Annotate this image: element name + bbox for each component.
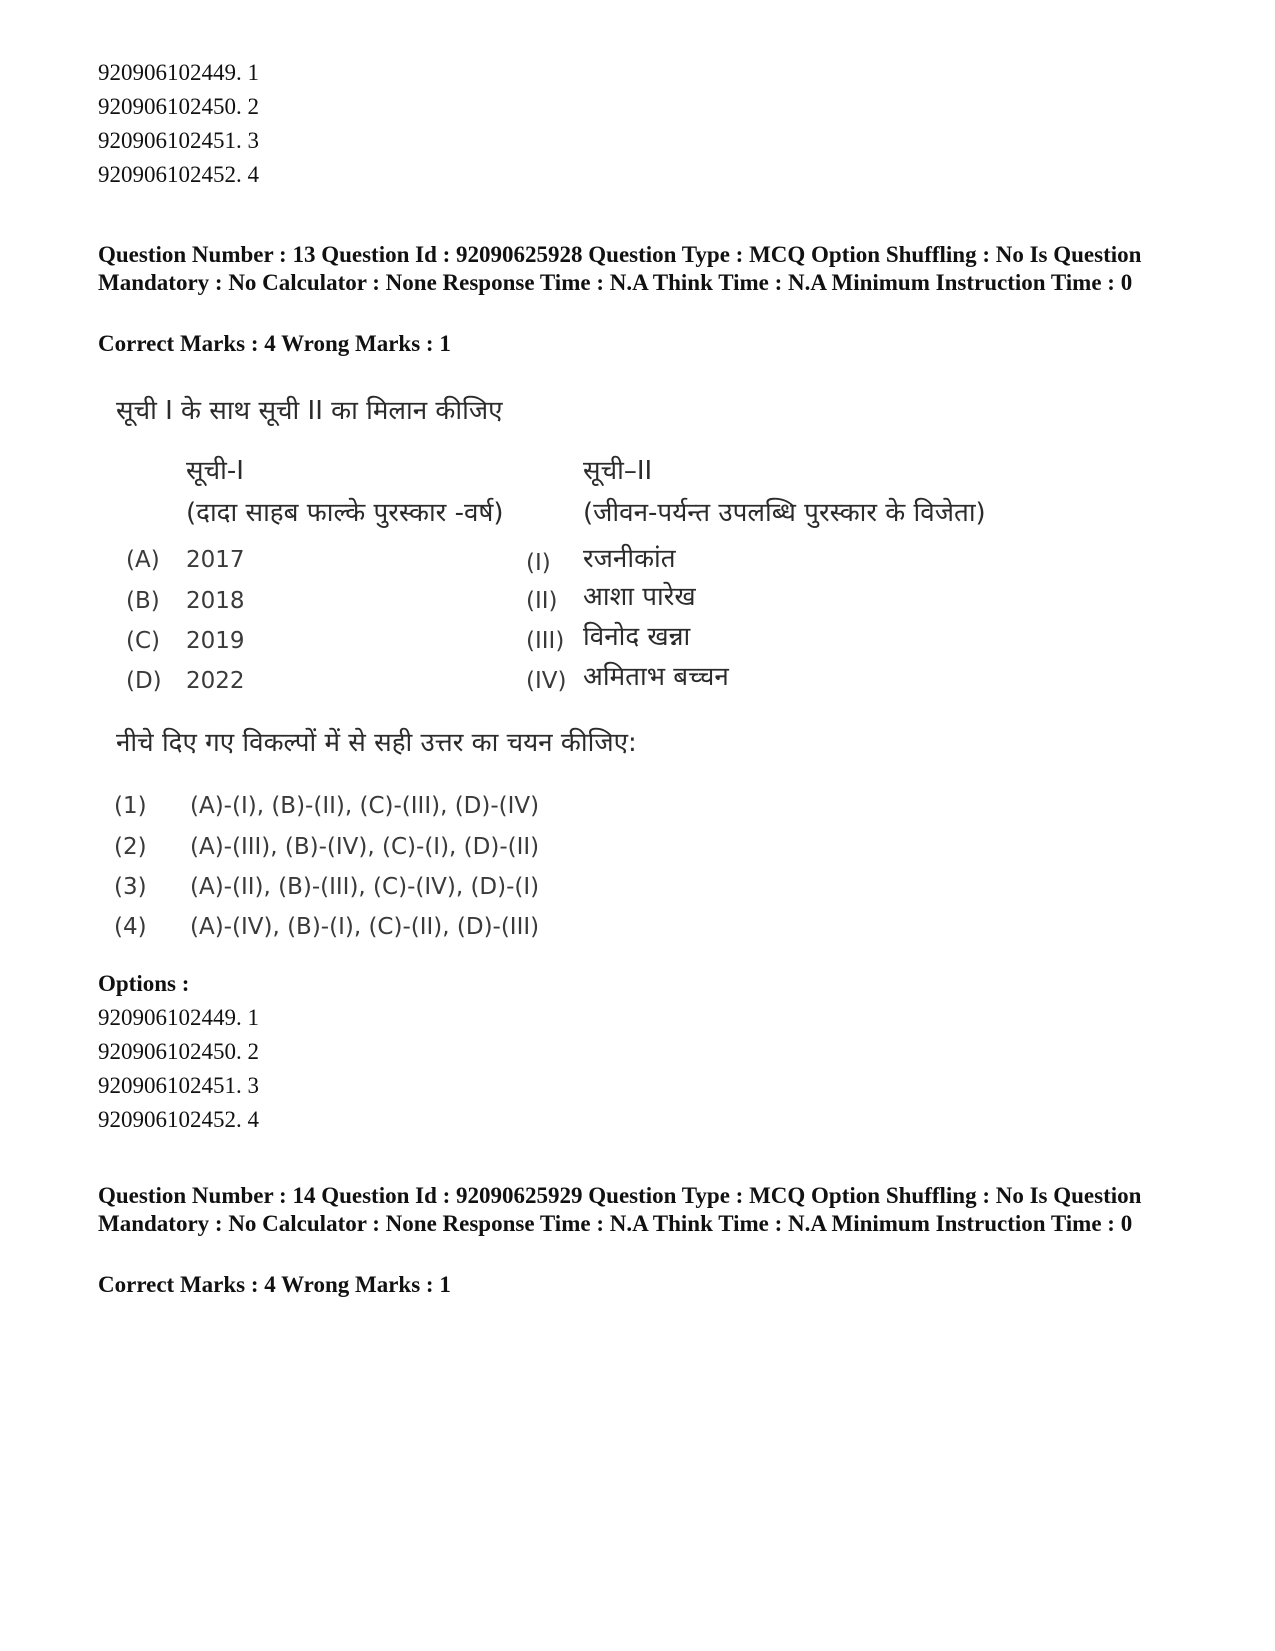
list1-value: 2017: [186, 547, 245, 573]
list1-value: 2022: [186, 668, 245, 694]
choice-text: (A)-(I), (B)-(II), (C)-(III), (D)-(IV): [190, 793, 540, 819]
option-line: 920906102451. 3: [98, 128, 259, 153]
list1-subtitle: (दादा साहब फाल्के पुरस्कार -वर्ष): [186, 498, 504, 528]
option-line: 920906102451. 3: [98, 1073, 259, 1098]
list1-label: (D): [126, 668, 162, 694]
choice-number: (3): [114, 874, 147, 900]
list1-label: (B): [126, 588, 160, 614]
list2-value: रजनीकांत: [583, 544, 676, 574]
list1-value: 2018: [186, 588, 245, 614]
choice-number: (4): [114, 914, 147, 940]
question-meta: Question Number : 13 Question Id : 92090625928 Question Type : MCQ Option Shuffling : No Is Question Mandatory : No Calculator : None Response Time : N.A Think Time : N.A Minimum Instruction Time : 0: [98, 242, 1142, 295]
list2-label: (III): [526, 628, 565, 654]
choice-text: (A)-(II), (B)-(III), (C)-(IV), (D)-(I): [190, 874, 540, 900]
question-meta: Question Number : 14 Question Id : 92090625929 Question Type : MCQ Option Shuffling : No Is Question Mandatory : No Calculator : None Response Time : N.A Think Time : N.A Minimum Instruction Time : 0: [98, 1183, 1142, 1236]
choice-number: (2): [114, 834, 147, 860]
instruction-text: नीचे दिए गए विकल्पों में से सही उत्तर का चयन कीजिए:: [116, 728, 637, 758]
choice-text: (A)-(IV), (B)-(I), (C)-(II), (D)-(III): [190, 914, 540, 940]
list2-value: अमिताभ बच्चन: [583, 662, 729, 692]
list1-label: (C): [126, 628, 161, 654]
list2-label: (IV): [526, 668, 567, 694]
option-line: 920906102452. 4: [98, 162, 259, 187]
list2-value: आशा पारेख: [583, 582, 696, 612]
question-image: [98, 385, 1038, 950]
list2-label: (I): [526, 550, 551, 576]
options-heading: Options :: [98, 971, 190, 996]
list2-label: (II): [526, 588, 558, 614]
option-line: 920906102450. 2: [98, 1039, 259, 1064]
choice-number: (1): [114, 793, 147, 819]
option-line: 920906102452. 4: [98, 1107, 259, 1132]
question-marks: Correct Marks : 4 Wrong Marks : 1: [98, 331, 451, 356]
list1-label: (A): [126, 547, 160, 573]
list2-title: सूची–II: [583, 456, 653, 486]
option-line: 920906102450. 2: [98, 94, 259, 119]
list2-subtitle: (जीवन-पर्यन्त उपलब्धि पुरस्कार के विजेता): [583, 498, 986, 528]
option-line: 920906102449. 1: [98, 60, 259, 85]
option-line: 920906102449. 1: [98, 1005, 259, 1030]
list2-value: विनोद खन्ना: [583, 622, 691, 652]
question-stem: सूची I के साथ सूची II का मिलान कीजिए: [116, 396, 503, 426]
list1-title: सूची-I: [186, 456, 244, 486]
question-marks: Correct Marks : 4 Wrong Marks : 1: [98, 1272, 451, 1297]
list1-value: 2019: [186, 628, 245, 654]
choice-text: (A)-(III), (B)-(IV), (C)-(I), (D)-(II): [190, 834, 540, 860]
